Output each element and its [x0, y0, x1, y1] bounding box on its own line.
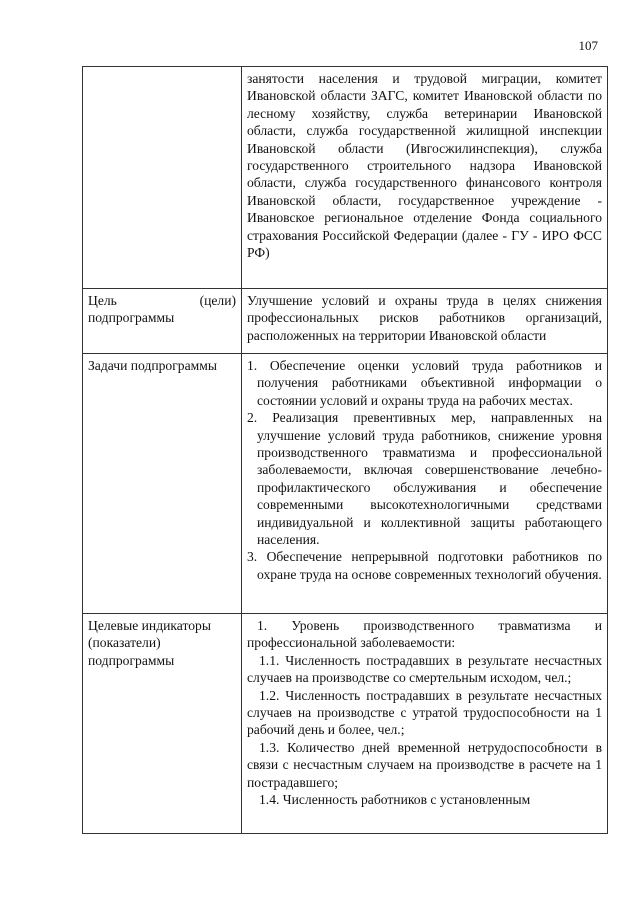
subprogram-passport-table [82, 66, 608, 834]
table-row [83, 614, 608, 834]
list-item: 1.3. Количество дней временной нетрудоспособности в связи с несчастным случаем на производстве в расчете на 1 пострадавшего; [247, 739, 602, 790]
list-item: 1.2. Численность пострадавших в результате несчастных случаев на производстве с утратой трудоспособности на 1 рабочий день и более, чел.; [247, 687, 602, 738]
table-row [83, 354, 608, 614]
row-label [83, 67, 242, 289]
indicators-list [242, 614, 608, 834]
tasks-list [242, 354, 608, 614]
goal-label: Цель (цели) подпрограммы [88, 293, 236, 326]
executors-text [242, 67, 608, 289]
list-item: 1. Обеспечение оценки условий труда работников и получения работниками объективной информации о состоянии условий и охраны труда на рабочих местах. [247, 358, 602, 408]
table-row [83, 289, 608, 354]
page-number: 107 [578, 38, 598, 53]
list-item: 2. Реализация превентивных мер, направленных на улучшение условий труда работников, снижение уровня производственного травматизма и профессиональной заболеваемости, включая совершенствование лечебно-профилактического обслуживания и обеспечение современными высокотехнологичными средствами индивидуальной и коллективной защиты работающего населения. [247, 410, 602, 548]
row-text: занятости населения и трудовой миграции, комитет Ивановской области ЗАГС, комитет Ивановской области по лесному хозяйству, служба ветеринарии Ивановской области, служба государственной жилищной инспекции Ивановской области (Ивгосжилинспекция), служба государственного строительного надзора Ивановской области, служба государственного финансового контроля Ивановской области, государственное учреждение - Ивановское региональное отделение Фонда социального страхования Российской Федерации (далее - ГУ - ИРО ФСС РФ) [247, 71, 602, 261]
row-label: Задачи подпрограммы [83, 354, 242, 614]
row-label [83, 289, 242, 354]
row-label: Целевые индикаторы (показатели) подпрограммы [83, 614, 242, 834]
list-item: 1. Уровень производственного травматизма и профессиональной заболеваемости: [247, 618, 602, 651]
table-row [83, 67, 608, 289]
list-item: 3. Обеспечение непрерывной подготовки работников по охране труда на основе современных технологий обучения. [247, 549, 602, 582]
list-item: 1.1. Численность пострадавших в результате несчастных случаев на производстве со смертельным исходом, чел.; [247, 652, 602, 686]
row-text: Улучшение условий и охраны труда в целях снижения профессиональных рисков работников организаций, расположенных на территории Ивановской области [247, 293, 602, 343]
list-item: 1.4. Численность работников с установленным [259, 792, 531, 808]
goal-text [242, 289, 608, 354]
